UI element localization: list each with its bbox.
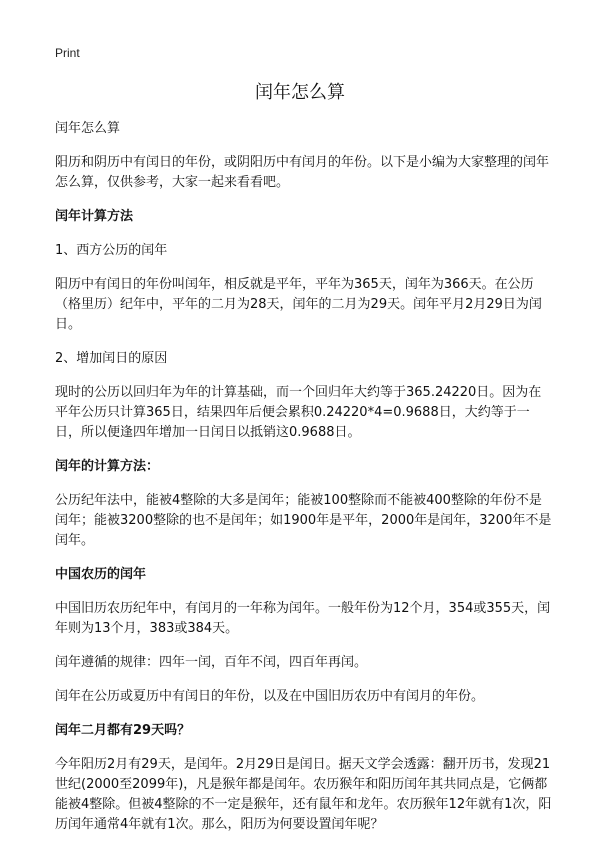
paragraph-leap-definition: 闰年在公历或夏历中有闰日的年份，以及在中国旧历农历中有闰月的年份。 (55, 689, 485, 704)
section-heading-february-29: 闰年二月都有29天吗？ (55, 723, 191, 738)
paragraph-western-leap-year: 阳历中有闰日的年份叫闰年，相反就是平年，平年为365天，闰年为366天。在公历（格里历）纪年中，平年的二月为28天，闰年的二月为29天。闰年平月2月29日为闰日。 (55, 277, 542, 332)
paragraph-calculation-rules: 公历纪年法中，能被4整除的大多是闰年；能被100整除而不能被400整除的年份不是闰年；能被3200整除的也不是闰年；如1900年是平年，2000年是闰年，3200年不是闰年。 (55, 493, 552, 548)
intro-subtitle: 闰年怎么算 (55, 121, 121, 136)
subheading-leap-day-reason: 2、增加闰日的原因 (55, 351, 168, 366)
section-heading-calculation: 闰年的计算方法： (55, 459, 160, 474)
article-body (55, 119, 554, 849)
subheading-western-calendar: 1、西方公历的闰年 (55, 243, 168, 258)
section-heading-calc-method: 闰年计算方法 (55, 209, 134, 224)
paragraph-february-29: 今年阳历2月有29天，是闰年。2月29日是闰日。据天文学会透露：翻开历书，发现21世纪(2000至2099年)，凡是猴年都是闰年。农历猴年和阳历闰年其共同点是，它俩都能被4整除。但被4整除的不一定是猴年，还有鼠年和龙年。农历猴年12年就有1次，阳历闰年通常4年就有1次。那么，阳历为何要设置闰年呢？ (55, 757, 552, 832)
paragraph-leap-rule: 闰年遵循的规律：四年一闰，百年不闰，四百年再闰。 (55, 655, 368, 670)
paragraph-leap-day-reason: 现时的公历以回归年为年的计算基础，而一个回归年大约等于365.24220日。因为在平年公历只计算365日，结果四年后便会累积0.24220*4=0.9688日，大约等于一日，所以便逢四年增加一日闰日以抵销这0.9688日。 (55, 385, 542, 440)
paragraph-lunar-months: 中国旧历农历纪年中，有闰月的一年称为闰年。一般年份为12个月，354或355天，闰年则为13个月，383或384天。 (55, 601, 551, 636)
section-heading-chinese-lunar: 中国农历的闰年 (55, 567, 147, 582)
intro-paragraph: 阳历和阴历中有闰日的年份，或阴阳历中有闰月的年份。以下是小编为大家整理的闰年怎么算，仅供参考，大家一起来看看吧。 (55, 155, 550, 190)
print-link[interactable]: Print (55, 46, 80, 60)
page-title: 闰年怎么算 (255, 82, 345, 103)
